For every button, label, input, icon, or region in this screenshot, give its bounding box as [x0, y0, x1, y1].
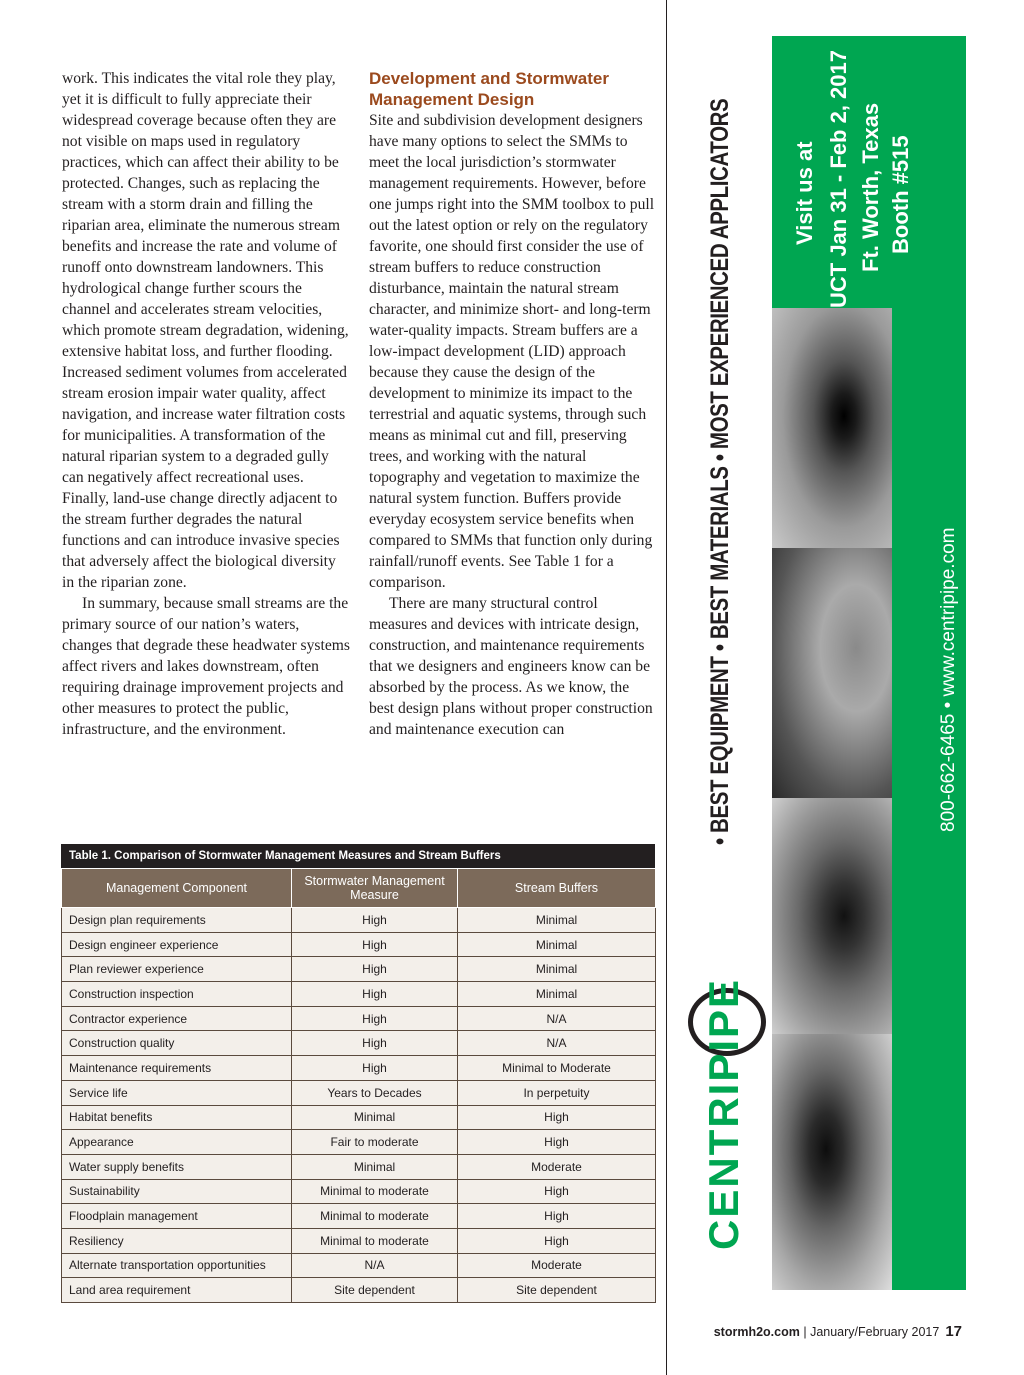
table-cell: Floodplain management — [62, 1204, 292, 1229]
table-cell: Plan reviewer experience — [62, 957, 292, 982]
table-row — [62, 1278, 656, 1303]
table-cell: Minimal to moderate — [292, 1204, 458, 1229]
body-paragraph: In summary, because small streams are the primary source of our nation’s waters, changes that degrade these headwater systems affect rivers and lakes downstream, often requiring drainage improvement projects and other measures to protect the public, infrastructure, and the environment. — [62, 595, 350, 738]
table-cell: Minimal to Moderate — [458, 1056, 656, 1081]
section-heading: Development and Stormwater Management Design — [369, 69, 609, 109]
table-row — [62, 1080, 656, 1105]
table-header-cell: Stormwater Management Measure — [292, 869, 458, 908]
comparison-table — [61, 844, 655, 1303]
body-paragraph: Site and subdivision development designers have many options to select the SMMs to meet the local jurisdiction’s stormwater management requirements. However, before one jumps right into the SMM toolbox to pull out the latest option or rely on the regulatory favorite, one should first consider the use of stream buffers to reduce construction disturbance, maintain the natural stream character, and minimize short- and long-term water-quality impacts. Stream buffers are a low-impact development (LID) approach because they cause the design of the development to minimize its impact to the terrestrial and aquatic systems, through such means as minimal cut and fill, preserving trees, and working with the natural topography and vegetation to maximize the natural system function. Buffers provide everyday ecosystem service benefits when compared to SMMs that function only during rainfall/runoff events. See Table 1 for a comparison. — [369, 112, 655, 591]
pipe-photo — [772, 308, 892, 548]
table-cell: High — [292, 932, 458, 957]
pipe-photo — [772, 798, 892, 1034]
pipe-photo — [772, 548, 892, 798]
table-row — [62, 1204, 656, 1229]
table-cell: Habitat benefits — [62, 1105, 292, 1130]
table-cell: Service life — [62, 1080, 292, 1105]
table-row — [62, 1006, 656, 1031]
ad-visit-line: UCT Jan 31 - Feb 2, 2017 — [826, 50, 851, 308]
table-body — [62, 908, 656, 1303]
table-row — [62, 1130, 656, 1155]
table-row — [62, 1031, 656, 1056]
left-column — [62, 68, 350, 740]
table-cell: Minimal — [458, 932, 656, 957]
table-cell: High — [458, 1179, 656, 1204]
table-row — [62, 1228, 656, 1253]
table-cell: Moderate — [458, 1154, 656, 1179]
table-cell: Maintenance requirements — [62, 1056, 292, 1081]
ad-visit-line: Ft. Worth, Texas — [858, 102, 883, 272]
table-cell: Appearance — [62, 1130, 292, 1155]
table-cell: Fair to moderate — [292, 1130, 458, 1155]
table-row — [62, 932, 656, 957]
table-cell: High — [292, 1031, 458, 1056]
table-cell: Minimal — [292, 1154, 458, 1179]
footer-site: stormh2o.com — [713, 1325, 800, 1339]
table-header-cell: Stream Buffers — [458, 869, 656, 908]
table-cell: High — [292, 982, 458, 1007]
table-cell: Alternate transportation opportunities — [62, 1253, 292, 1278]
table-cell: High — [292, 1056, 458, 1081]
table-cell: Contractor experience — [62, 1006, 292, 1031]
table-cell: High — [292, 1006, 458, 1031]
table-cell: Design plan requirements — [62, 908, 292, 933]
ad-tagline: • BEST EQUIPMENT • BEST MATERIALS • MOST EXPERIENCED APPLICATORS — [706, 98, 734, 845]
table-cell: Minimal — [458, 957, 656, 982]
table-cell: N/A — [458, 1031, 656, 1056]
pipe-photo — [772, 1034, 892, 1290]
table-cell: Construction quality — [62, 1031, 292, 1056]
table-header-cell: Management Component — [62, 869, 292, 908]
ad-visit-line: Visit us at — [792, 141, 817, 245]
table-cell: Minimal to moderate — [292, 1179, 458, 1204]
table-cell: Years to Decades — [292, 1080, 458, 1105]
table-row — [62, 908, 656, 933]
page-footer — [700, 1323, 962, 1340]
footer-issue: | January/February 2017 — [799, 1325, 940, 1339]
ad-contact-line: 800-662-6465 • www.centripipe.com — [938, 527, 959, 832]
table-row — [62, 957, 656, 982]
body-paragraph: There are many structural control measures and devices with intricate design, construction, and maintenance requirements that we designers and engineers know can be absorbed by the process. As we know, the best design plans without proper construction and maintenance execution can — [369, 595, 653, 738]
ad-logo-text: CENTRIPIPE — [700, 977, 747, 1250]
table-header-row — [62, 869, 656, 908]
table-cell: High — [458, 1130, 656, 1155]
ad-visit-line: Booth #515 — [888, 135, 913, 254]
table-row — [62, 1105, 656, 1130]
table-cell: High — [292, 908, 458, 933]
table-cell: N/A — [292, 1253, 458, 1278]
table-cell: Sustainability — [62, 1179, 292, 1204]
table-cell: Land area requirement — [62, 1278, 292, 1303]
table-row — [62, 1154, 656, 1179]
page-number: 17 — [945, 1323, 962, 1340]
table-cell: High — [458, 1204, 656, 1229]
body-paragraph: work. This indicates the vital role they play, yet it is difficult to fully appreciate their widespread coverage because often they are not visible on maps used in regulatory practices, which can affect their ability to be protected. Changes, such as replacing the stream with a storm drain and filling the riparian area, eliminate the numerous stream benefits and increase the rate and volume of runoff onto downstream landowners. This hydrological change further scours the channel and accelerates stream velocities, which promote stream degradation, widening, extensive habitat loss, and further flooding. Increased sediment volumes from accelerated stream erosion impair water quality, affect navigation, and increase water filtration costs for municipalities. A transformation of the natural riparian system to a degraded gully can negatively affect recreational uses. Finally, land-use change directly adjacent to the stream further degrades the natural functions and can introduce invasive species that adversely affect the biological diversity in the riparian zone. — [62, 70, 349, 591]
table-cell: Moderate — [458, 1253, 656, 1278]
table-row — [62, 1179, 656, 1204]
table-cell: N/A — [458, 1006, 656, 1031]
table-cell: Minimal — [292, 1105, 458, 1130]
table-cell: Minimal to moderate — [292, 1228, 458, 1253]
table-cell: Resiliency — [62, 1228, 292, 1253]
table-cell: Construction inspection — [62, 982, 292, 1007]
table-cell: In perpetuity — [458, 1080, 656, 1105]
table-cell: Minimal — [458, 982, 656, 1007]
table-cell: High — [458, 1105, 656, 1130]
table-cell: Site dependent — [458, 1278, 656, 1303]
table-grid — [61, 868, 656, 1303]
table-cell: High — [292, 957, 458, 982]
table-cell: Design engineer experience — [62, 932, 292, 957]
table-row — [62, 1253, 656, 1278]
table-cell: Water supply benefits — [62, 1154, 292, 1179]
ad-pipe-photos — [772, 308, 892, 1290]
middle-column — [369, 68, 655, 740]
table-row — [62, 982, 656, 1007]
table-cell: Minimal — [458, 908, 656, 933]
table-title: Table 1. Comparison of Stormwater Management Measures and Stream Buffers — [61, 844, 655, 868]
table-cell: Site dependent — [292, 1278, 458, 1303]
table-cell: High — [458, 1228, 656, 1253]
table-row — [62, 1056, 656, 1081]
column-divider-rule — [666, 0, 667, 1375]
